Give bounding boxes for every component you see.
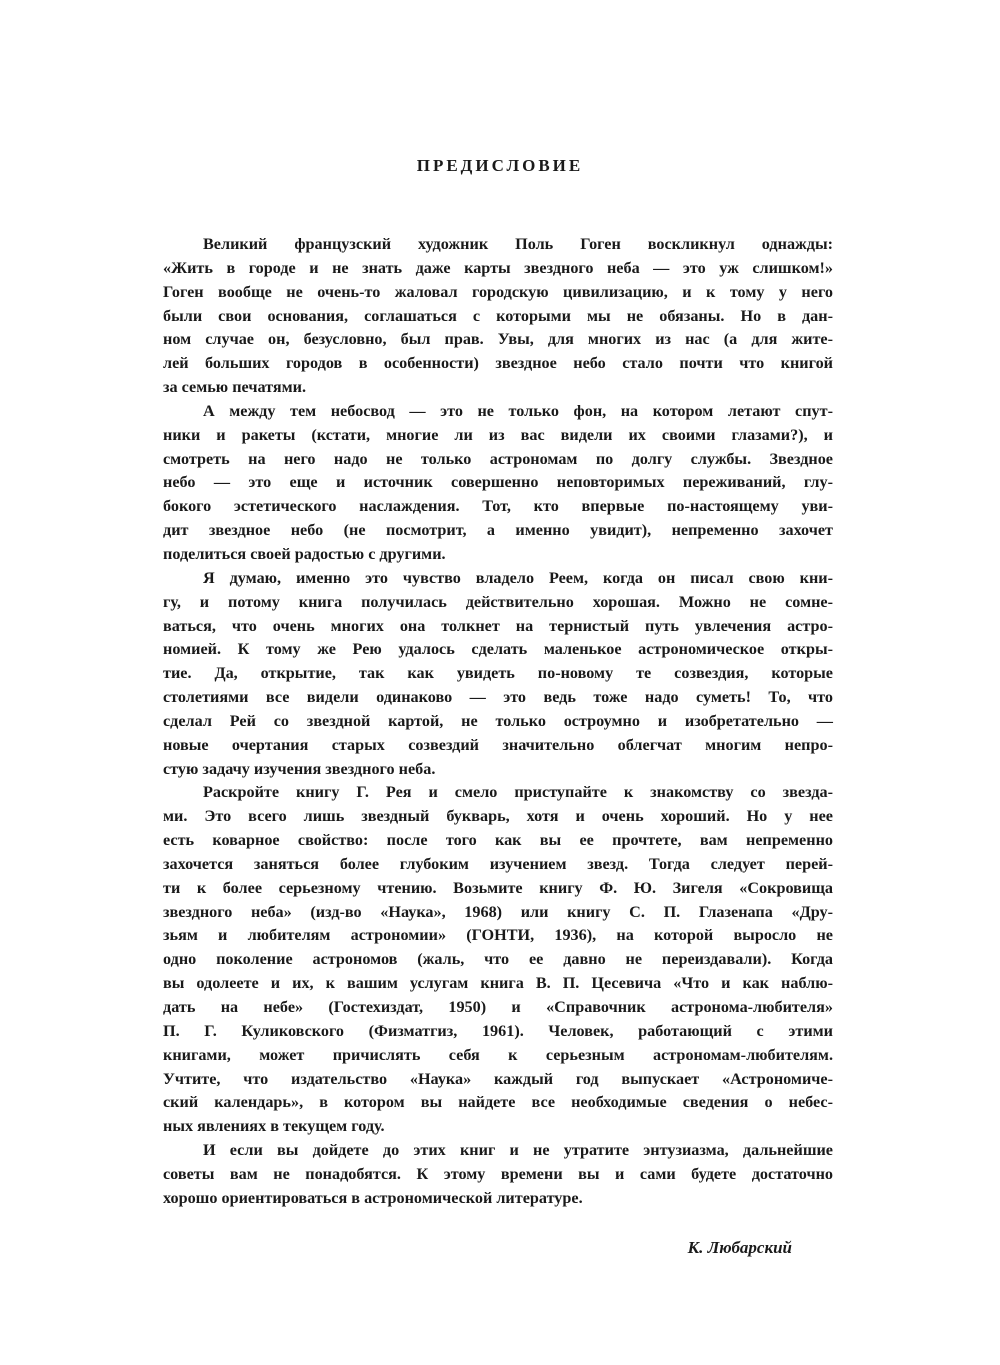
text-line: дит звездное небо (не посмотрит, а именно увидит), непременно захочет <box>163 521 833 540</box>
text-line: книгами, может причислять себя к серьезным астрономам-любителям. <box>163 1045 833 1064</box>
text-line: стую задачу изучения звездного неба. <box>163 759 436 778</box>
text-line: «Жить в городе и не знать даже карты звездного неба — это уж слишком!» <box>163 258 833 277</box>
text-line: Учтите, что издательство «Наука» каждый год выпускает «Астрономиче- <box>163 1069 833 1088</box>
author-signature: К. Любарский <box>687 1238 792 1257</box>
text-line: П. Г. Куликовского (Физматгиз, 1961). Человек, работающий с этими <box>163 1021 833 1040</box>
text-line: Я думаю, именно это чувство владело Реем, когда он писал свою кни- <box>203 568 833 587</box>
text-line: Великий французский художник Поль Гоген воскликнул однажды: <box>203 235 833 253</box>
text-line: поделиться своей радостью с другими. <box>163 544 446 563</box>
page-title: ПРЕДИСЛОВИЕ <box>416 156 584 175</box>
text-line: ном случае он, безусловно, был прав. Увы, для многих из нас (а для жите- <box>163 330 833 349</box>
text-line: номией. К тому же Рею удалось сделать маленькое астрономическое откры- <box>163 640 833 659</box>
text-line: ных явлениях в текущем году. <box>163 1117 385 1136</box>
preface-body <box>163 233 833 1211</box>
text-line: есть коварное свойство: после того как вы ее прочтете, вам непременно <box>163 831 833 850</box>
text-line: хорошо ориентироваться в астрономической литературе. <box>163 1188 583 1207</box>
paragraph <box>163 1139 833 1211</box>
text-line: сделал Рей со звездной картой, не только остроумно и изобретательно — <box>163 711 833 730</box>
text-line: Раскройте книгу Г. Рея и смело приступайте к знакомству со звезда- <box>203 783 833 802</box>
paragraph <box>163 400 833 567</box>
text-line: А между тем небосвод — это не только фон, на котором летают спут- <box>203 401 833 420</box>
paragraph <box>163 567 833 782</box>
text-line: ваться, что очень многих она толкнет на тернистый путь увлечения астро- <box>163 616 833 635</box>
text-line: советы вам не понадобятся. К этому времени вы и сами будете достаточно <box>163 1164 833 1183</box>
text-line: И если вы дойдете до этих книг и не утратите энтузиазма, дальнейшие <box>203 1141 833 1160</box>
text-line: новые очертания старых созвездий значительно облегчат многим непро- <box>163 735 833 754</box>
text-line: столетиями все видели одинаково — это ведь тоже надо суметь! То, что <box>163 688 833 707</box>
text-line: были свои основания, соглашаться с которыми мы не обязаны. Но в дан- <box>163 306 833 325</box>
text-line: тие. Да, открытие, так как увидеть по-новому те созвездия, которые <box>163 664 833 683</box>
text-line: звездного неба» (изд-во «Наука», 1968) или книгу С. П. Глазенапа «Дру- <box>163 902 833 921</box>
text-line: зьям и любителям астрономии» (ГОНТИ, 1936), на которой выросло не <box>163 926 833 945</box>
text-line: ти к более серьезному чтению. Возьмите книгу Ф. Ю. Зигеля «Сокровища <box>163 878 833 897</box>
paragraph <box>163 233 833 400</box>
text-line: ники и ракеты (кстати, многие ли из вас видели их своими глазами?), и <box>163 425 833 444</box>
text-line: Гоген вообще не очень-то жаловал городскую цивилизацию, и к тому у него <box>163 282 833 301</box>
text-line: одно поколение астрономов (жаль, что ее давно не переиздавали). Когда <box>163 950 833 969</box>
text-line: бокого эстетического наслаждения. Тот, кто впервые по-настоящему уви- <box>163 497 833 516</box>
text-line: за семью печатями. <box>163 378 307 397</box>
text-line: гу, и потому книга получилась действительно хорошая. Можно не сомне- <box>163 592 833 611</box>
text-line: ми. Это всего лишь звездный букварь, хотя и очень хороший. Но у нее <box>163 807 833 826</box>
text-line: небо — это еще и источник совершенно неповторимых переживаний, глу- <box>163 473 833 492</box>
text-line: смотреть на него надо не только астрономам по долгу службы. Звездное <box>163 449 833 468</box>
text-line: вы одолеете и их, к вашим услугам книга В. П. Цесевича «Что и как наблю- <box>163 974 833 993</box>
text-line: захочется заняться более глубоким изучением звезд. Тогда следует перей- <box>163 854 833 873</box>
text-line: дать на небе» (Гостехиздат, 1950) и «Справочник астронома-любителя» <box>163 998 833 1016</box>
text-line: ский календарь», в котором вы найдете все необходимые сведения о небес- <box>163 1093 833 1112</box>
text-line: лей больших городов в особенности) звездное небо стало почти что книгой <box>163 354 833 373</box>
paragraph <box>163 781 833 1139</box>
